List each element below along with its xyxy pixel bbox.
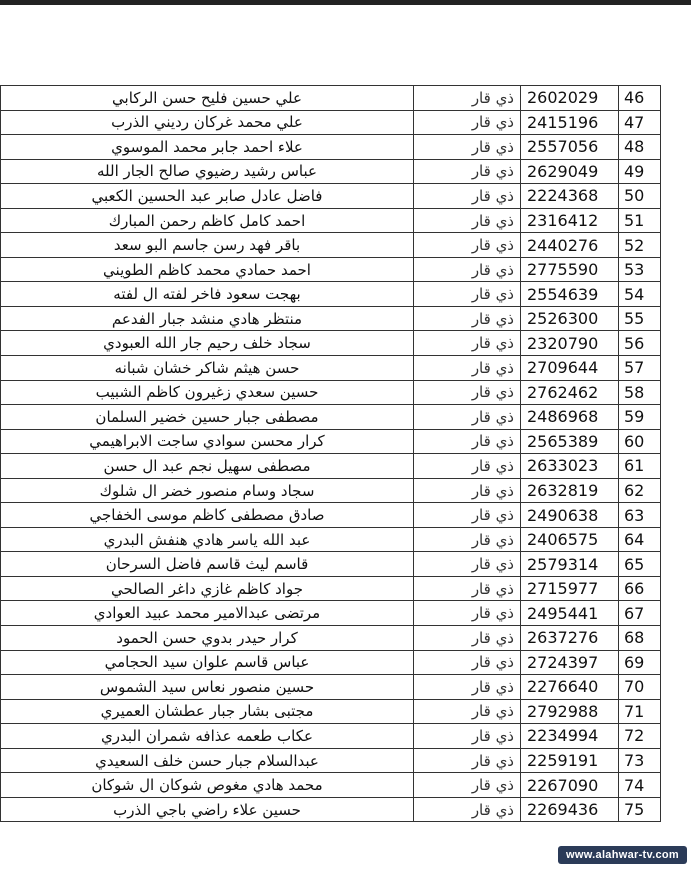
results-table-body [1, 86, 661, 822]
id-code-cell: 2762462 [521, 380, 619, 405]
id-code-cell: 2526300 [521, 306, 619, 331]
person-name-cell: حسن هيثم شاكر خشان شبانه [1, 356, 414, 381]
row-number-cell: 68 [619, 626, 661, 651]
person-name-cell: بهجت سعود فاخر لفته ال لفته [1, 282, 414, 307]
id-code-cell: 2267090 [521, 773, 619, 798]
person-name-cell: احمد حمادي محمد كاظم الطويني [1, 257, 414, 282]
governorate-cell: ذي قار [414, 405, 521, 430]
governorate-cell: ذي قار [414, 626, 521, 651]
table-row [1, 380, 661, 405]
id-code-cell: 2320790 [521, 331, 619, 356]
person-name-cell: جواد كاظم غازي داغر الصالحي [1, 576, 414, 601]
table-row [1, 478, 661, 503]
person-name-cell: علي حسين فليح حسن الركابي [1, 86, 414, 111]
id-code-cell: 2440276 [521, 233, 619, 258]
person-name-cell: منتظر هادي منشد جبار الفدعم [1, 306, 414, 331]
id-code-cell: 2709644 [521, 356, 619, 381]
governorate-cell: ذي قار [414, 748, 521, 773]
row-number-cell: 64 [619, 527, 661, 552]
site-watermark: www.alahwar-tv.com [558, 846, 687, 864]
person-name-cell: علي محمد غركان رديني الذرب [1, 110, 414, 135]
row-number-cell: 49 [619, 159, 661, 184]
row-number-cell: 52 [619, 233, 661, 258]
person-name-cell: احمد كامل كاظم رحمن المبارك [1, 208, 414, 233]
person-name-cell: كرار حيدر بدوي حسن الحمود [1, 626, 414, 651]
table-row [1, 429, 661, 454]
table-row [1, 552, 661, 577]
table-row [1, 724, 661, 749]
row-number-cell: 65 [619, 552, 661, 577]
person-name-cell: مرتضى عبدالامير محمد عبيد العوادي [1, 601, 414, 626]
row-number-cell: 71 [619, 699, 661, 724]
table-row [1, 699, 661, 724]
id-code-cell: 2234994 [521, 724, 619, 749]
row-number-cell: 74 [619, 773, 661, 798]
row-number-cell: 75 [619, 797, 661, 822]
governorate-cell: ذي قار [414, 380, 521, 405]
governorate-cell: ذي قار [414, 135, 521, 160]
id-code-cell: 2775590 [521, 257, 619, 282]
person-name-cell: حسين علاء راضي باجي الذرب [1, 797, 414, 822]
id-code-cell: 2792988 [521, 699, 619, 724]
person-name-cell: محمد هادي مغوص شوكان ال شوكان [1, 773, 414, 798]
governorate-cell: ذي قار [414, 773, 521, 798]
row-number-cell: 61 [619, 454, 661, 479]
table-row [1, 405, 661, 430]
id-code-cell: 2602029 [521, 86, 619, 111]
id-code-cell: 2629049 [521, 159, 619, 184]
row-number-cell: 67 [619, 601, 661, 626]
table-row [1, 306, 661, 331]
id-code-cell: 2632819 [521, 478, 619, 503]
governorate-cell: ذي قار [414, 86, 521, 111]
person-name-cell: صادق مصطفى كاظم موسى الخفاجي [1, 503, 414, 528]
row-number-cell: 46 [619, 86, 661, 111]
row-number-cell: 72 [619, 724, 661, 749]
id-code-cell: 2495441 [521, 601, 619, 626]
person-name-cell: قاسم ليث قاسم فاضل السرحان [1, 552, 414, 577]
person-name-cell: عباس قاسم علوان سيد الحجامي [1, 650, 414, 675]
id-code-cell: 2224368 [521, 184, 619, 209]
table-row [1, 773, 661, 798]
row-number-cell: 69 [619, 650, 661, 675]
governorate-cell: ذي قار [414, 601, 521, 626]
results-table [0, 85, 661, 822]
person-name-cell: مصطفى جبار حسين خضير السلمان [1, 405, 414, 430]
governorate-cell: ذي قار [414, 552, 521, 577]
governorate-cell: ذي قار [414, 429, 521, 454]
governorate-cell: ذي قار [414, 356, 521, 381]
person-name-cell: باقر فهد رسن جاسم البو سعد [1, 233, 414, 258]
id-code-cell: 2554639 [521, 282, 619, 307]
row-number-cell: 57 [619, 356, 661, 381]
table-row [1, 675, 661, 700]
governorate-cell: ذي قار [414, 110, 521, 135]
table-row [1, 527, 661, 552]
person-name-cell: عبدالسلام جبار حسن خلف السعيدي [1, 748, 414, 773]
id-code-cell: 2724397 [521, 650, 619, 675]
governorate-cell: ذي قار [414, 797, 521, 822]
governorate-cell: ذي قار [414, 282, 521, 307]
table-row [1, 601, 661, 626]
row-number-cell: 70 [619, 675, 661, 700]
row-number-cell: 48 [619, 135, 661, 160]
row-number-cell: 53 [619, 257, 661, 282]
person-name-cell: حسين منصور نعاس سيد الشموس [1, 675, 414, 700]
row-number-cell: 56 [619, 331, 661, 356]
person-name-cell: عبد الله ياسر هادي هنفش البدري [1, 527, 414, 552]
person-name-cell: عكاب طعمه عذافه شمران البدري [1, 724, 414, 749]
table-row [1, 331, 661, 356]
id-code-cell: 2637276 [521, 626, 619, 651]
id-code-cell: 2565389 [521, 429, 619, 454]
governorate-cell: ذي قار [414, 675, 521, 700]
id-code-cell: 2715977 [521, 576, 619, 601]
id-code-cell: 2579314 [521, 552, 619, 577]
governorate-cell: ذي قار [414, 478, 521, 503]
governorate-cell: ذي قار [414, 233, 521, 258]
governorate-cell: ذي قار [414, 699, 521, 724]
table-row [1, 257, 661, 282]
table-row [1, 626, 661, 651]
governorate-cell: ذي قار [414, 527, 521, 552]
table-row [1, 454, 661, 479]
person-name-cell: كرار محسن سوادي ساجت الابراهيمي [1, 429, 414, 454]
row-number-cell: 58 [619, 380, 661, 405]
id-code-cell: 2406575 [521, 527, 619, 552]
table-row [1, 208, 661, 233]
id-code-cell: 2557056 [521, 135, 619, 160]
id-code-cell: 2415196 [521, 110, 619, 135]
table-row [1, 135, 661, 160]
person-name-cell: عباس رشيد رضيوي صالح الجار الله [1, 159, 414, 184]
row-number-cell: 73 [619, 748, 661, 773]
row-number-cell: 47 [619, 110, 661, 135]
table-row [1, 110, 661, 135]
governorate-cell: ذي قار [414, 306, 521, 331]
table-row [1, 282, 661, 307]
governorate-cell: ذي قار [414, 576, 521, 601]
id-code-cell: 2633023 [521, 454, 619, 479]
row-number-cell: 66 [619, 576, 661, 601]
table-row [1, 503, 661, 528]
governorate-cell: ذي قار [414, 503, 521, 528]
governorate-cell: ذي قار [414, 454, 521, 479]
person-name-cell: سجاد وسام منصور خضر ال شلوك [1, 478, 414, 503]
table-row [1, 650, 661, 675]
governorate-cell: ذي قار [414, 724, 521, 749]
person-name-cell: علاء احمد جابر محمد الموسوي [1, 135, 414, 160]
table-row [1, 159, 661, 184]
row-number-cell: 50 [619, 184, 661, 209]
table-row [1, 356, 661, 381]
person-name-cell: مصطفى سهيل نجم عبد ال حسن [1, 454, 414, 479]
person-name-cell: فاضل عادل صابر عبد الحسين الكعبي [1, 184, 414, 209]
governorate-cell: ذي قار [414, 257, 521, 282]
governorate-cell: ذي قار [414, 331, 521, 356]
table-row [1, 748, 661, 773]
id-code-cell: 2316412 [521, 208, 619, 233]
governorate-cell: ذي قار [414, 184, 521, 209]
top-border-bar [0, 0, 691, 5]
table-row [1, 184, 661, 209]
id-code-cell: 2269436 [521, 797, 619, 822]
id-code-cell: 2259191 [521, 748, 619, 773]
person-name-cell: مجتبى بشار جبار عطشان العميري [1, 699, 414, 724]
id-code-cell: 2486968 [521, 405, 619, 430]
person-name-cell: سجاد خلف رحيم جار الله العبودي [1, 331, 414, 356]
row-number-cell: 60 [619, 429, 661, 454]
table-row [1, 576, 661, 601]
row-number-cell: 63 [619, 503, 661, 528]
row-number-cell: 54 [619, 282, 661, 307]
table-row [1, 86, 661, 111]
row-number-cell: 51 [619, 208, 661, 233]
table-row [1, 797, 661, 822]
id-code-cell: 2490638 [521, 503, 619, 528]
row-number-cell: 59 [619, 405, 661, 430]
row-number-cell: 62 [619, 478, 661, 503]
governorate-cell: ذي قار [414, 208, 521, 233]
person-name-cell: حسين سعدي زغيرون كاظم الشبيب [1, 380, 414, 405]
governorate-cell: ذي قار [414, 650, 521, 675]
table-row [1, 233, 661, 258]
row-number-cell: 55 [619, 306, 661, 331]
governorate-cell: ذي قار [414, 159, 521, 184]
id-code-cell: 2276640 [521, 675, 619, 700]
